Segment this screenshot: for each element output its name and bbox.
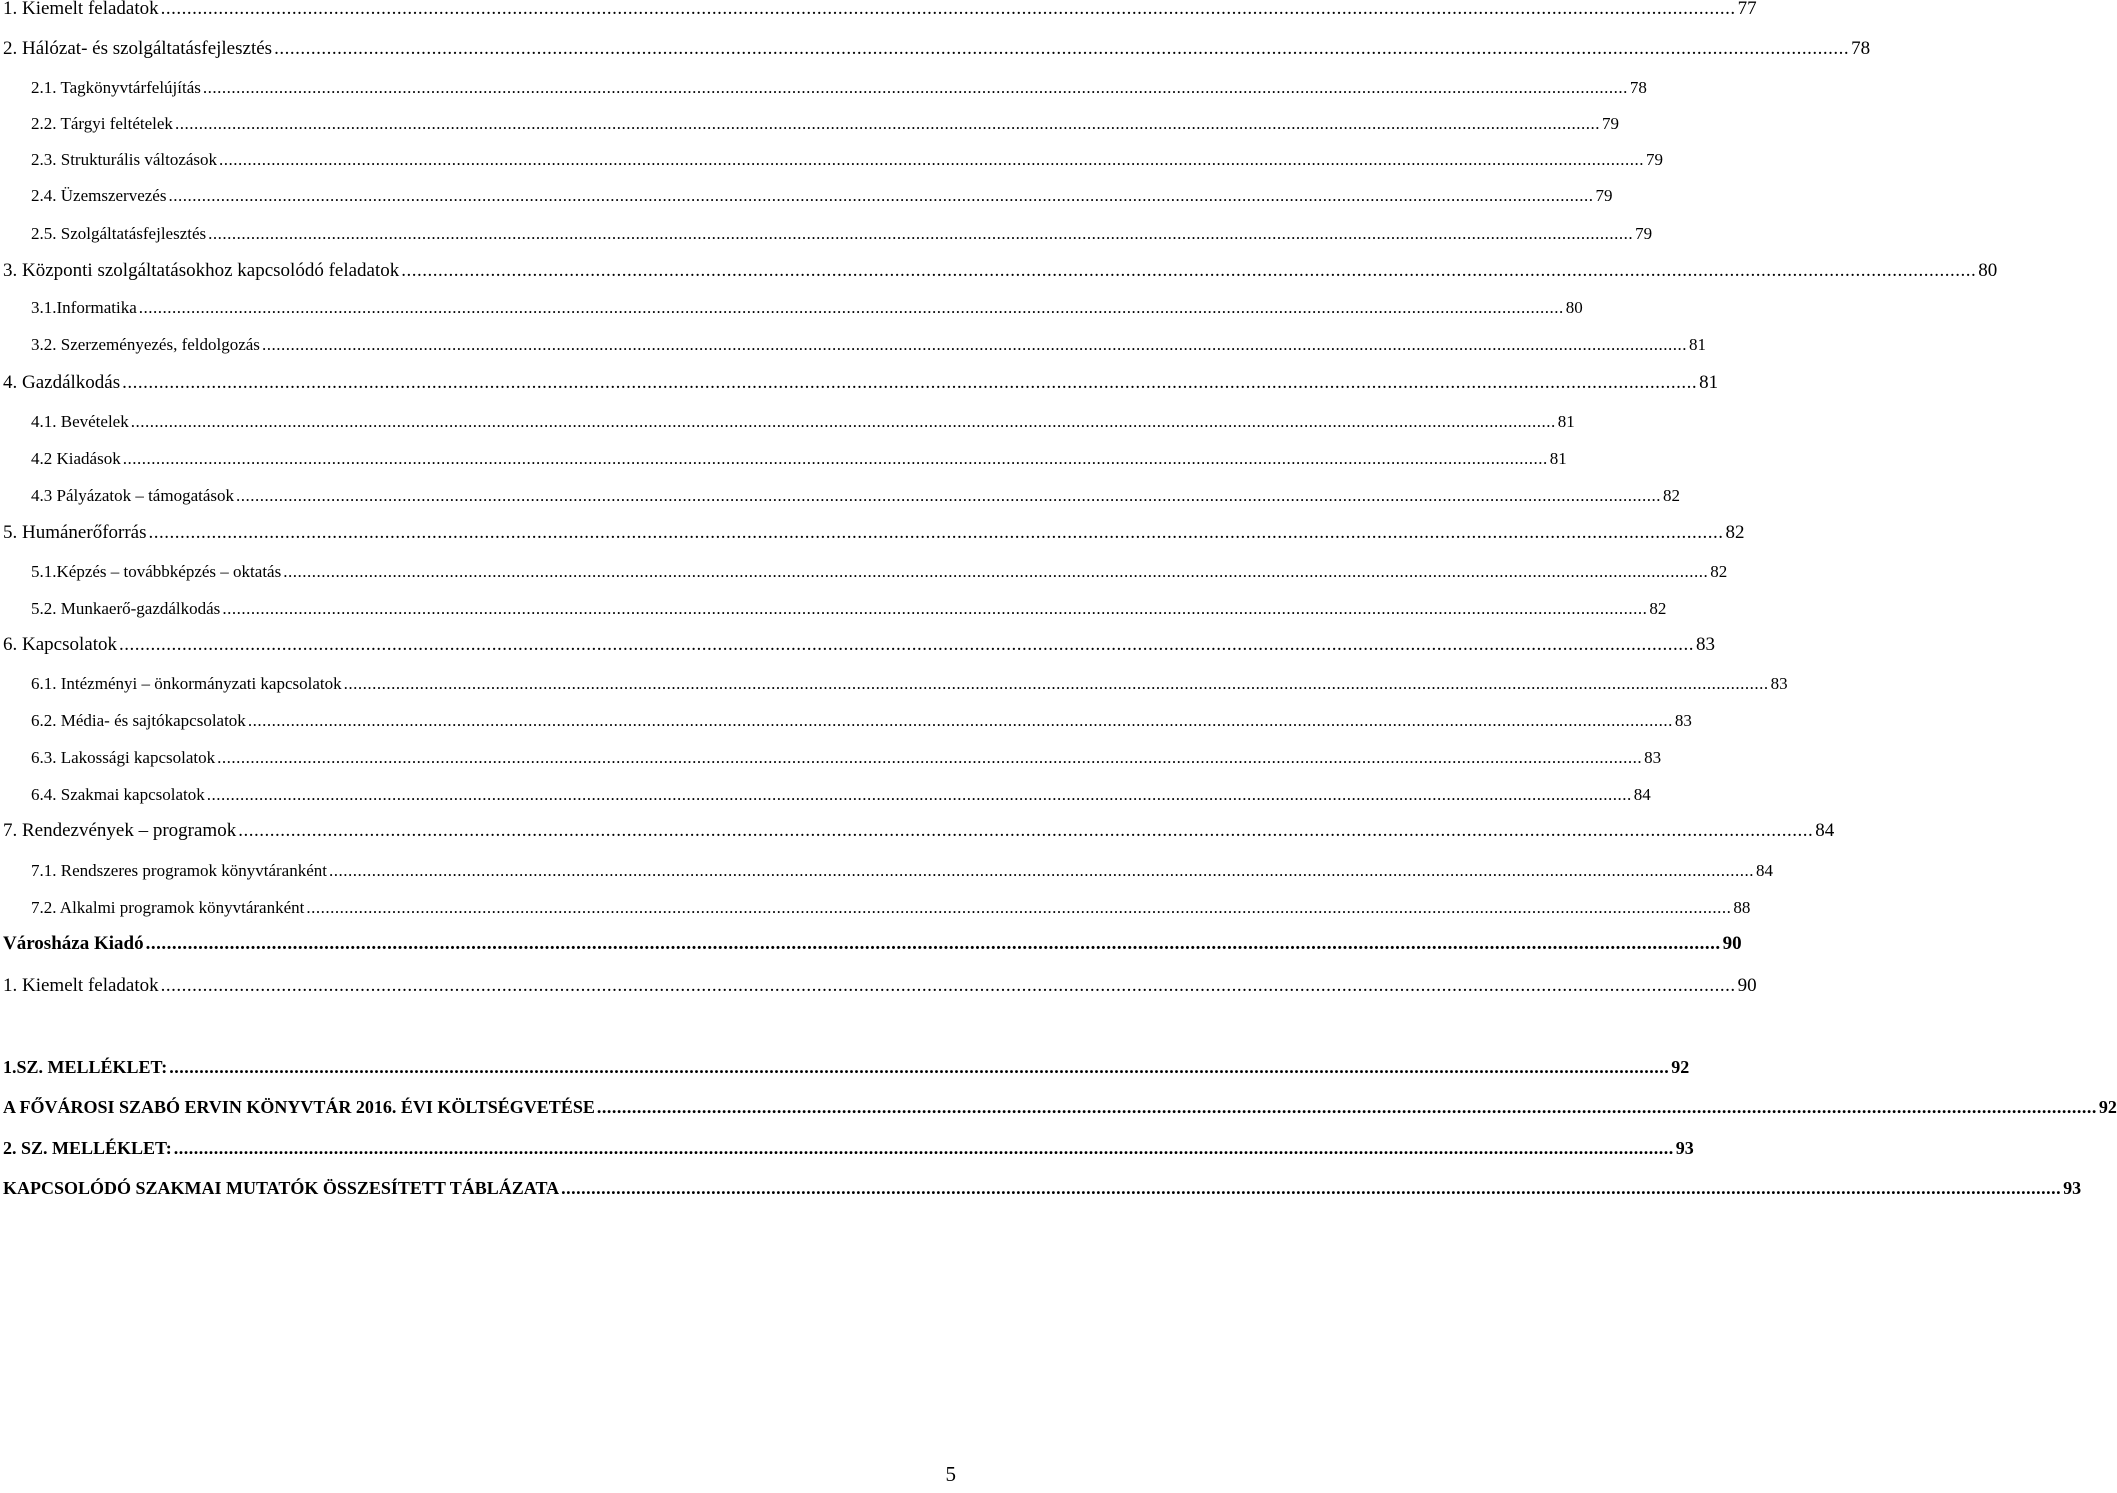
toc-entry-page: 90: [1722, 933, 1742, 954]
toc-entry[interactable]: [31, 898, 1751, 918]
toc-entry-text: 4.3 Pályázatok – támogatások: [31, 486, 235, 505]
toc-entry-text: 6.4. Szakmai kapcsolatok: [31, 785, 205, 804]
toc-entry[interactable]: [31, 785, 1651, 805]
toc-entry[interactable]: [31, 562, 1728, 582]
toc-leader-dots: ............................................................................................................................................................................................................................................................................................................: [168, 186, 1594, 205]
toc-entry-page: 83: [1674, 711, 1692, 730]
toc-entry-text: 1.SZ. MELLÉKLET:: [3, 1057, 168, 1077]
toc-entry-page: 79: [1601, 114, 1619, 133]
toc-entry[interactable]: [3, 1178, 2082, 1199]
toc-entry[interactable]: [31, 861, 1773, 881]
toc-entry[interactable]: [31, 150, 1664, 170]
toc-entry-page: 82: [1725, 522, 1745, 543]
toc-entry[interactable]: [3, 933, 1742, 955]
toc-leader-dots: ............................................................................................................................................................................................................................................................................................................: [217, 748, 1643, 767]
toc-entry-page: 90: [1737, 975, 1757, 996]
toc-entry[interactable]: [3, 372, 1719, 394]
toc-leader-dots: ............................................................................................................................................................................................................................................................................................................: [238, 820, 1814, 841]
toc-entry[interactable]: [3, 975, 1757, 997]
toc-entry[interactable]: [31, 711, 1692, 731]
toc-leader-dots: ............................................................................................................................................................................................................................................................................................................: [208, 224, 1634, 243]
toc-leader-dots: ............................................................................................................................................................................................................................................................................................................: [169, 1057, 1670, 1077]
toc-leader-dots: ............................................................................................................................................................................................................................................................................................................: [329, 861, 1754, 880]
toc-entry-text: 5.1.Képzés – továbbképzés – oktatás: [31, 562, 282, 581]
toc-entry-text: 3. Központi szolgáltatásokhoz kapcsolódó feladatok: [3, 260, 400, 281]
toc-leader-dots: ............................................................................................................................................................................................................................................................................................................: [138, 298, 1564, 317]
toc-entry-text: 2. SZ. MELLÉKLET:: [3, 1138, 172, 1158]
toc-entry-page: 80: [1565, 298, 1583, 317]
toc-entry-text: 2.3. Strukturális változások: [31, 150, 218, 169]
toc-entry-text: 4.2 Kiadások: [31, 449, 121, 468]
toc-entry-page: 78: [1851, 38, 1871, 59]
toc-entry[interactable]: [3, 0, 1757, 20]
toc-entry-page: 77: [1737, 0, 1757, 19]
toc-entry-page: 83: [1644, 748, 1662, 767]
toc-entry-text: 1. Kiemelt feladatok: [3, 0, 159, 19]
toc-entry-text: Városháza Kiadó: [3, 933, 144, 954]
toc-leader-dots: ............................................................................................................................................................................................................................................................................................................: [122, 449, 1548, 468]
toc-leader-dots: ............................................................................................................................................................................................................................................................................................................: [236, 486, 1662, 505]
toc-entry-text: 1. Kiemelt feladatok: [3, 975, 159, 996]
toc-leader-dots: ............................................................................................................................................................................................................................................................................................................: [174, 114, 1600, 133]
toc-leader-dots: ............................................................................................................................................................................................................................................................................................................: [222, 599, 1648, 618]
toc-entry-page: 88: [1733, 898, 1751, 917]
toc-leader-dots: ............................................................................................................................................................................................................................................................................................................: [206, 785, 1632, 804]
toc-entry-text: 7.1. Rendszeres programok könyvtáranként: [31, 861, 327, 880]
toc-entry-text: 2.1. Tagkönyvtárfelújítás: [31, 78, 201, 97]
toc-leader-dots: ............................................................................................................................................................................................................................................................................................................: [130, 412, 1556, 431]
toc-entry[interactable]: [3, 1097, 2117, 1118]
toc-entry[interactable]: [3, 1138, 1694, 1159]
toc-entry-page: 92: [2098, 1097, 2117, 1117]
toc-entry-text: 6. Kapcsolatok: [3, 634, 117, 655]
toc-entry-page: 83: [1695, 634, 1715, 655]
toc-entry[interactable]: [31, 186, 1613, 206]
toc-leader-dots: ............................................................................................................................................................................................................................................................................................................: [160, 975, 1736, 996]
toc-entry-text: 6.3. Lakossági kapcsolatok: [31, 748, 216, 767]
toc-leader-dots: ............................................................................................................................................................................................................................................................................................................: [247, 711, 1673, 730]
toc-leader-dots: ............................................................................................................................................................................................................................................................................................................: [274, 38, 1850, 59]
toc-entry[interactable]: [3, 1057, 1690, 1078]
toc-entry[interactable]: [31, 224, 1653, 244]
toc-entry-text: 4. Gazdálkodás: [3, 372, 121, 393]
toc-entry-page: 79: [1646, 150, 1664, 169]
toc-leader-dots: ............................................................................................................................................................................................................................................................................................................: [145, 933, 1721, 954]
toc-entry-page: 92: [1671, 1057, 1690, 1077]
toc-entry-page: 84: [1815, 820, 1835, 841]
toc-leader-dots: ............................................................................................................................................................................................................................................................................................................: [122, 372, 1698, 393]
toc-entry-page: 84: [1756, 861, 1773, 880]
toc-entry[interactable]: [31, 599, 1667, 619]
toc-entry[interactable]: [31, 674, 1788, 694]
toc-leader-dots: ............................................................................................................................................................................................................................................................................................................: [148, 522, 1724, 543]
toc-leader-dots: ............................................................................................................................................................................................................................................................................................................: [173, 1138, 1674, 1158]
toc-entry-page: 82: [1710, 562, 1728, 581]
toc-entry-text: 7.2. Alkalmi programok könyvtáranként: [31, 898, 305, 917]
toc-entry-text: 2.2. Tárgyi feltételek: [31, 114, 173, 133]
toc-entry-text: 2. Hálózat- és szolgáltatásfejlesztés: [3, 38, 273, 59]
toc-entry-page: 81: [1549, 449, 1567, 468]
toc-leader-dots: ............................................................................................................................................................................................................................................................................................................: [219, 150, 1645, 169]
toc-leader-dots: ............................................................................................................................................................................................................................................................................................................: [343, 674, 1769, 693]
toc-entry-page: 79: [1595, 186, 1613, 205]
page-number: 5: [945, 1462, 956, 1486]
toc-leader-dots: ............................................................................................................................................................................................................................................................................................................: [561, 1178, 2062, 1198]
toc-entry-page: 83: [1770, 674, 1788, 693]
toc-entry[interactable]: [3, 522, 1745, 544]
toc-entry-page: 82: [1649, 599, 1667, 618]
toc-entry-text: 6.2. Média- és sajtókapcsolatok: [31, 711, 246, 730]
toc-entry-text: 2.4. Üzemszervezés: [31, 186, 167, 205]
toc-entry[interactable]: [31, 78, 1647, 98]
toc-entry-text: 5.2. Munkaerő-gazdálkodás: [31, 599, 221, 618]
toc-entry-page: 81: [1699, 372, 1719, 393]
toc-entry[interactable]: [3, 820, 1835, 842]
toc-entry-text: 7. Rendezvények – programok: [3, 820, 237, 841]
toc-entry[interactable]: [31, 486, 1681, 506]
toc-entry[interactable]: [31, 335, 1706, 355]
toc-entry-page: 84: [1633, 785, 1651, 804]
toc-entry-page: 79: [1635, 224, 1653, 243]
toc-entry-text: 3.2. Szerzeményezés, feldolgozás: [31, 335, 260, 354]
toc-leader-dots: ............................................................................................................................................................................................................................................................................................................: [596, 1097, 2097, 1117]
toc-entry-page: 81: [1557, 412, 1575, 431]
toc-entry[interactable]: [31, 298, 1583, 318]
toc-entry[interactable]: [31, 114, 1619, 134]
toc-entry[interactable]: [3, 634, 1715, 656]
toc-entry-text: 4.1. Bevételek: [31, 412, 129, 431]
toc-entry[interactable]: [31, 412, 1575, 432]
toc-leader-dots: ............................................................................................................................................................................................................................................................................................................: [283, 562, 1709, 581]
toc-entry-page: 81: [1688, 335, 1706, 354]
toc-entry-text: 6.1. Intézményi – önkormányzati kapcsolatok: [31, 674, 342, 693]
toc-leader-dots: ............................................................................................................................................................................................................................................................................................................: [118, 634, 1694, 655]
toc-entry[interactable]: [3, 260, 1998, 282]
toc-entry-text: KAPCSOLÓDÓ SZAKMAI MUTATÓK ÖSSZESÍTETT TÁBLÁZATA: [3, 1178, 560, 1198]
toc-entry-text: 5. Humánerőforrás: [3, 522, 147, 543]
toc-entry-text: 2.5. Szolgáltatásfejlesztés: [31, 224, 207, 243]
toc-entry-text: 3.1.Informatika: [31, 298, 137, 317]
toc-entry[interactable]: [31, 449, 1567, 469]
toc-entry-page: 93: [1675, 1138, 1694, 1158]
toc-entry-text: A FŐVÁROSI SZABÓ ERVIN KÖNYVTÁR 2016. ÉVI KÖLTSÉGVETÉSE: [3, 1097, 595, 1117]
toc-entry-page: 82: [1663, 486, 1681, 505]
toc-entry[interactable]: [31, 748, 1662, 768]
toc-entry-page: 93: [2063, 1178, 2082, 1198]
toc-entry-page: 78: [1629, 78, 1647, 97]
toc-leader-dots: ............................................................................................................................................................................................................................................................................................................: [202, 78, 1628, 97]
toc-entry-page: 80: [1978, 260, 1998, 281]
toc-leader-dots: ............................................................................................................................................................................................................................................................................................................: [306, 898, 1732, 917]
toc-leader-dots: ............................................................................................................................................................................................................................................................................................................: [401, 260, 1977, 281]
toc-entry[interactable]: [3, 38, 1871, 60]
toc-leader-dots: ............................................................................................................................................................................................................................................................................................................: [261, 335, 1687, 354]
toc-leader-dots: ............................................................................................................................................................................................................................................................................................................: [160, 0, 1736, 19]
